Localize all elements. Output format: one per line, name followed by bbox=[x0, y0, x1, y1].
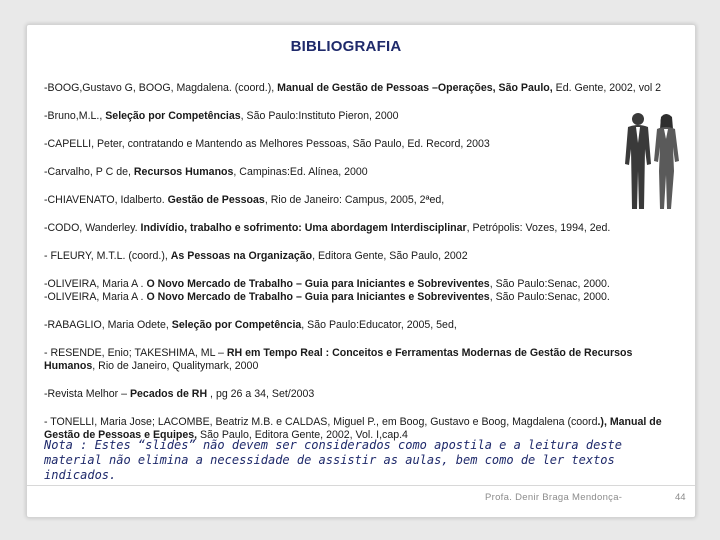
reference-text: , Campinas:Ed. Alínea, 2000 bbox=[233, 166, 368, 178]
reference-title: Seleção por Competência bbox=[171, 319, 302, 331]
reference-text: -OLIVEIRA, Maria A . bbox=[44, 278, 147, 290]
reference-text: , Rio de Janeiro, Qualitymark, 2000 bbox=[92, 360, 259, 372]
reference-title: O Novo Mercado de Trabalho – Guia para Iniciantes e Sobreviventes bbox=[146, 291, 490, 303]
reference-item bbox=[44, 319, 674, 332]
reference-title: Indivídio, trabalho e sofrimento: Uma abordagem Interdisciplinar bbox=[140, 222, 467, 234]
reference-title: Pecados de RH bbox=[129, 388, 208, 400]
reference-text: - FLEURY, M.T.L. (coord.), bbox=[44, 250, 171, 262]
reference-text: , São Paulo:Senac, 2000. bbox=[489, 278, 610, 290]
reference-item bbox=[44, 166, 674, 179]
reference-text: , pg 26 a 34, Set/2003 bbox=[207, 388, 315, 400]
reference-item bbox=[44, 278, 674, 291]
reference-item bbox=[44, 347, 674, 373]
reference-text: -BOOG,Gustavo G, BOOG, Magdalena. (coord.), bbox=[44, 82, 278, 94]
footer-divider bbox=[27, 485, 695, 486]
reference-text: -CHIAVENATO, Idalberto. bbox=[44, 194, 168, 206]
reference-item bbox=[44, 388, 674, 401]
slide bbox=[26, 24, 696, 518]
reference-text: , São Paulo:Senac, 2000. bbox=[489, 291, 610, 303]
reference-item bbox=[44, 138, 674, 151]
reference-text: , São Paulo:Educator, 2005, 5ed, bbox=[301, 319, 457, 331]
reference-text: , Petrópolis: Vozes, 1994, 2ed. bbox=[466, 222, 611, 234]
reference-text: -CAPELLI, Peter, contratando e Mantendo as Melhores Pessoas, São Paulo, Ed. Record, 2003 bbox=[44, 138, 490, 150]
reference-title: O Novo Mercado de Trabalho – Guia para Iniciantes e Sobreviventes bbox=[146, 278, 490, 290]
disclaimer-note: Nota : Estes “slides” não devem ser considerados como apostila e a leitura deste material não elimina a necessidade de assistir as aulas, bem como de ler textos indicados. bbox=[44, 438, 622, 482]
reference-text: -CODO, Wanderley. bbox=[44, 222, 141, 234]
reference-title: Seleção por Competências bbox=[105, 110, 241, 122]
page-title: BIBLIOGRAFIA bbox=[290, 38, 402, 55]
reference-item bbox=[44, 110, 674, 123]
reference-text: -Carvalho, P C de, bbox=[44, 166, 134, 178]
reference-text: - TONELLI, Maria Jose; LACOMBE, Beatriz M.B. e CALDAS, Miguel P., em Boog, Gustavo e Boog, Magdalena (coord bbox=[44, 416, 598, 428]
reference-title: Recursos Humanos bbox=[133, 166, 234, 178]
reference-text: -Bruno,M.L., bbox=[44, 110, 106, 122]
reference-item bbox=[44, 194, 674, 207]
reference-item bbox=[44, 82, 674, 95]
reference-text: , São Paulo:Instituto Pieron, 2000 bbox=[240, 110, 399, 122]
reference-text: - RESENDE, Enio; TAKESHIMA, ML – bbox=[44, 347, 227, 359]
reference-title: Gestão de Pessoas bbox=[167, 194, 265, 206]
reference-text: , Rio de Janeiro: Campus, 2005, 2ªed, bbox=[264, 194, 445, 206]
reference-list bbox=[44, 82, 674, 442]
reference-title: RH em Tempo Real : Conceitos e Ferramentas Modernas de Gestão de Recursos Humanos bbox=[44, 347, 633, 372]
reference-text: , Editora Gente, São Paulo, 2002 bbox=[312, 250, 468, 262]
reference-text: -RABAGLIO, Maria Odete, bbox=[44, 319, 172, 331]
reference-text: São Paulo, Editora Gente, 2002, Vol. I,cap.4 bbox=[197, 429, 408, 441]
reference-item bbox=[44, 291, 674, 304]
page-number: 44 bbox=[675, 492, 686, 503]
reference-text: Ed. Gente, 2002, vol 2 bbox=[552, 82, 662, 94]
reference-item bbox=[44, 250, 674, 263]
reference-item bbox=[44, 222, 674, 235]
reference-text: -OLIVEIRA, Maria A . bbox=[44, 291, 147, 303]
reference-title: As Pessoas na Organização bbox=[170, 250, 313, 262]
reference-text: -Revista Melhor – bbox=[44, 388, 130, 400]
reference-title: Manual de Gestão de Pessoas –Operações, São Paulo, bbox=[277, 82, 553, 94]
reference-title: .), Manual de Gestão de Pessoas e Equipes, bbox=[44, 416, 662, 441]
footer-author: Profa. Denir Braga Mendonça- bbox=[485, 492, 623, 503]
